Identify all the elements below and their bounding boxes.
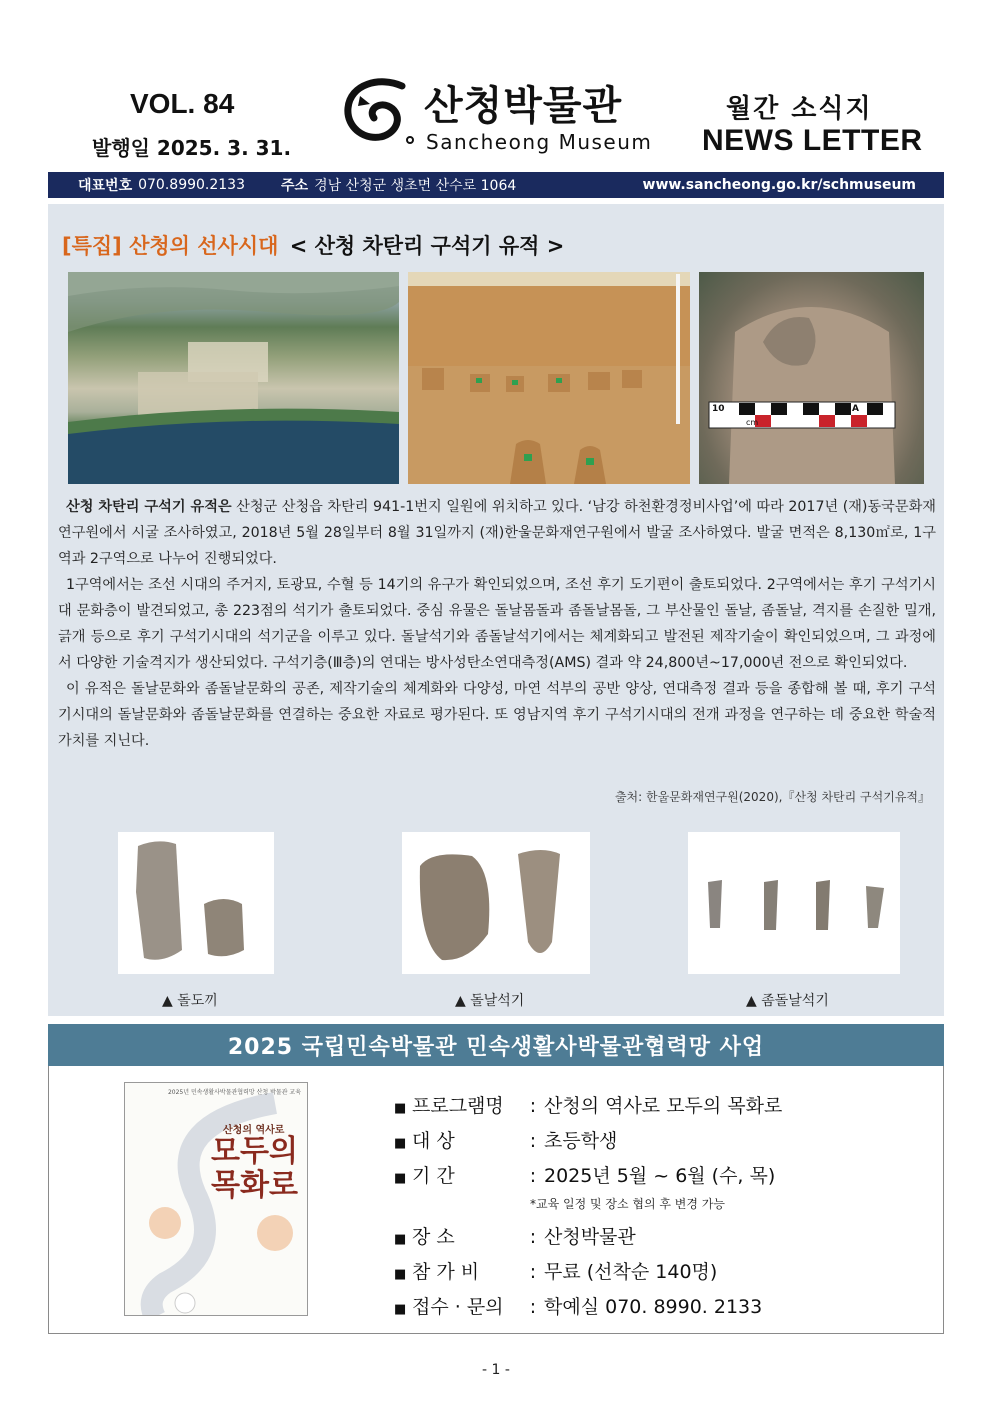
publish-date: 발행일 2025. 3. 31. bbox=[92, 136, 292, 160]
contact-row: ■ 접수 · 문의 : 학예실 070. 8990. 2133 bbox=[394, 1291, 782, 1326]
bullet-icon: ■ bbox=[394, 1267, 407, 1282]
program-name-row: ■ 프로그램명 : 산청의 역사로 모두의 목화로 bbox=[394, 1090, 782, 1125]
feature-tag: [특집] 산청의 선사시대 bbox=[62, 234, 279, 258]
museum-name-english: Sancheong Museum bbox=[426, 130, 653, 154]
paragraph-2: 1구역에서는 조선 시대의 주거지, 토광묘, 수혈 등 14기의 유구가 확인되었으며, 조선 후기 도기편이 출토되었다. 2구역에서는 후기 구석기시대 문화층이 발견되었고, 총 223점의 석기가 출토되었다. 중심 유물은 돌날몸돌과 좀돌날몸돌, 그 부산물인 돌날, 좀돌날, 격지를 손질한 밀개, 긁개 등으로 후기 구석기시대의 석기군을 이루고 있다. 돌날석기와 좀돌날석기에서는 체계화되고 발전된 제작기술이 확인되었으며, 그 과정에서 다양한 기술격지가 생산되었다. 구석기층(Ⅲ층)의 연대는 방사성탄소연대측정(AMS) 결과 약 24,800년~17,000년 전으로 확인되었다. bbox=[58, 577, 936, 671]
bullet-icon: ■ bbox=[394, 1232, 407, 1247]
schedule-note: *교육 일정 및 장소 협의 후 변경 가능 bbox=[530, 1197, 725, 1211]
address: 경남 산청군 생초면 산수로 1064 bbox=[314, 178, 517, 194]
period-label: 기 간 bbox=[412, 1165, 455, 1187]
program-details bbox=[394, 1090, 782, 1326]
info-bar bbox=[48, 172, 944, 198]
feature-title bbox=[62, 230, 564, 260]
museum-logo-icon bbox=[340, 76, 420, 148]
fee-row: ■ 참 가 비 : 무료 (선착순 140명) bbox=[394, 1256, 782, 1291]
museum-name-korean: 산청박물관 bbox=[424, 83, 623, 129]
paragraph-1 bbox=[58, 494, 936, 572]
target-value: 초등학생 bbox=[544, 1130, 618, 1152]
newsletter-label: NEWS LETTER bbox=[702, 124, 923, 157]
program-poster bbox=[124, 1082, 308, 1316]
monthly-label: 월간 소식지 bbox=[726, 94, 873, 124]
artifact-in-situ-photo bbox=[699, 272, 924, 484]
target-label: 대 상 bbox=[412, 1130, 455, 1152]
target-row: ■ 대 상 : 초등학생 bbox=[394, 1125, 782, 1160]
caption-microblade-tool: ▲ 좀돌날석기 bbox=[746, 993, 829, 1009]
period-row: ■ 기 간 : 2025년 5월 ~ 6월 (수, 목) bbox=[394, 1160, 782, 1195]
venue-row: ■ 장 소 : 산청박물관 bbox=[394, 1221, 782, 1256]
scale-unit: cm bbox=[746, 418, 759, 427]
volume-number: VOL. 84 bbox=[130, 88, 235, 119]
source-citation: 출처: 한울문화재연구원(2020),『산청 차탄리 구석기유적』 bbox=[614, 790, 930, 804]
contact-label: 접수 · 문의 bbox=[412, 1296, 504, 1318]
poster-top-text: 2025년 민속생활사박물관협력망 산청 박물관 교육 bbox=[167, 1089, 301, 1096]
excavation-trench-photo bbox=[408, 272, 690, 484]
caption-stone-axe: ▲ 돌도끼 bbox=[162, 993, 218, 1009]
website-url[interactable]: www.sancheong.go.kr/schmuseum bbox=[642, 177, 916, 193]
contact-value: 학예실 070. 8990. 2133 bbox=[544, 1296, 763, 1318]
coop-program-heading: 2025 국립민속박물관 민속생활사박물관협력망 사업 bbox=[48, 1024, 944, 1066]
bullet-icon: ■ bbox=[394, 1101, 407, 1116]
phone-number: 070.8990.2133 bbox=[138, 177, 245, 193]
fee-label: 참 가 비 bbox=[412, 1261, 480, 1283]
program-name-value: 산청의 역사로 모두의 목화로 bbox=[544, 1095, 783, 1117]
page-number: - 1 - bbox=[482, 1362, 510, 1378]
paragraph-1-text: 산청군 산청읍 차탄리 941-1번지 일원에 위치하고 있다. ‘남강 하천환경정비사업’에 따라 2017년 (재)동국문화재연구원에서 시굴 조사하였고, 2018년 5월 28일부터 8월 31일까지 (재)한울문화재연구원에서 발굴 조사하였다. 발굴 면적은 8,130㎡로, 1구역과 2구역으로 나누어 진행되었다. bbox=[58, 499, 936, 567]
fee-value: 무료 (선착순 140명) bbox=[544, 1261, 718, 1283]
stone-axe-photo bbox=[118, 832, 274, 974]
feature-body bbox=[58, 494, 936, 754]
period-value: 2025년 5월 ~ 6월 (수, 목) bbox=[544, 1165, 776, 1187]
site-aerial-photo bbox=[68, 272, 399, 484]
bullet-icon: ■ bbox=[394, 1171, 407, 1186]
phone-label: 대표번호 bbox=[78, 178, 133, 194]
scale-mark: A bbox=[852, 404, 859, 414]
caption-blade-tool: ▲ 돌날석기 bbox=[455, 993, 525, 1009]
feature-heading: < 산청 차탄리 구석기 유적 > bbox=[289, 234, 565, 258]
paragraph-3: 이 유적은 돌날문화와 좀돌날문화의 공존, 제작기술의 체계화와 다양성, 마연 석부의 공반 양상, 연대측정 결과 등을 종합해 볼 때, 후기 구석기시대의 돌날문화와 좀돌날문화를 연결하는 중요한 자료로 평가된다. 또 영남지역 후기 구석기시대의 전개 과정을 연구하는 데 중요한 학술적 가치를 지닌다. bbox=[58, 681, 936, 749]
scale-label: 10 bbox=[712, 404, 725, 414]
poster-subtitle: 산청의 역사로 bbox=[223, 1125, 285, 1136]
bullet-icon: ■ bbox=[394, 1136, 407, 1151]
bullet-icon: ■ bbox=[394, 1302, 407, 1317]
poster-title-line-2: 목화로 bbox=[211, 1168, 298, 1203]
program-name-label: 프로그램명 bbox=[412, 1095, 504, 1117]
blade-tool-photo bbox=[402, 832, 590, 974]
poster-title-line-1: 모두의 bbox=[211, 1134, 298, 1169]
microblade-tool-photo bbox=[688, 832, 900, 974]
venue-label: 장 소 bbox=[412, 1226, 455, 1248]
address-label: 주소 bbox=[281, 178, 309, 194]
venue-value: 산청박물관 bbox=[544, 1226, 636, 1248]
paragraph-1-lead: 산청 차탄리 구석기 유적은 bbox=[66, 499, 232, 515]
poster-title bbox=[211, 1135, 298, 1203]
